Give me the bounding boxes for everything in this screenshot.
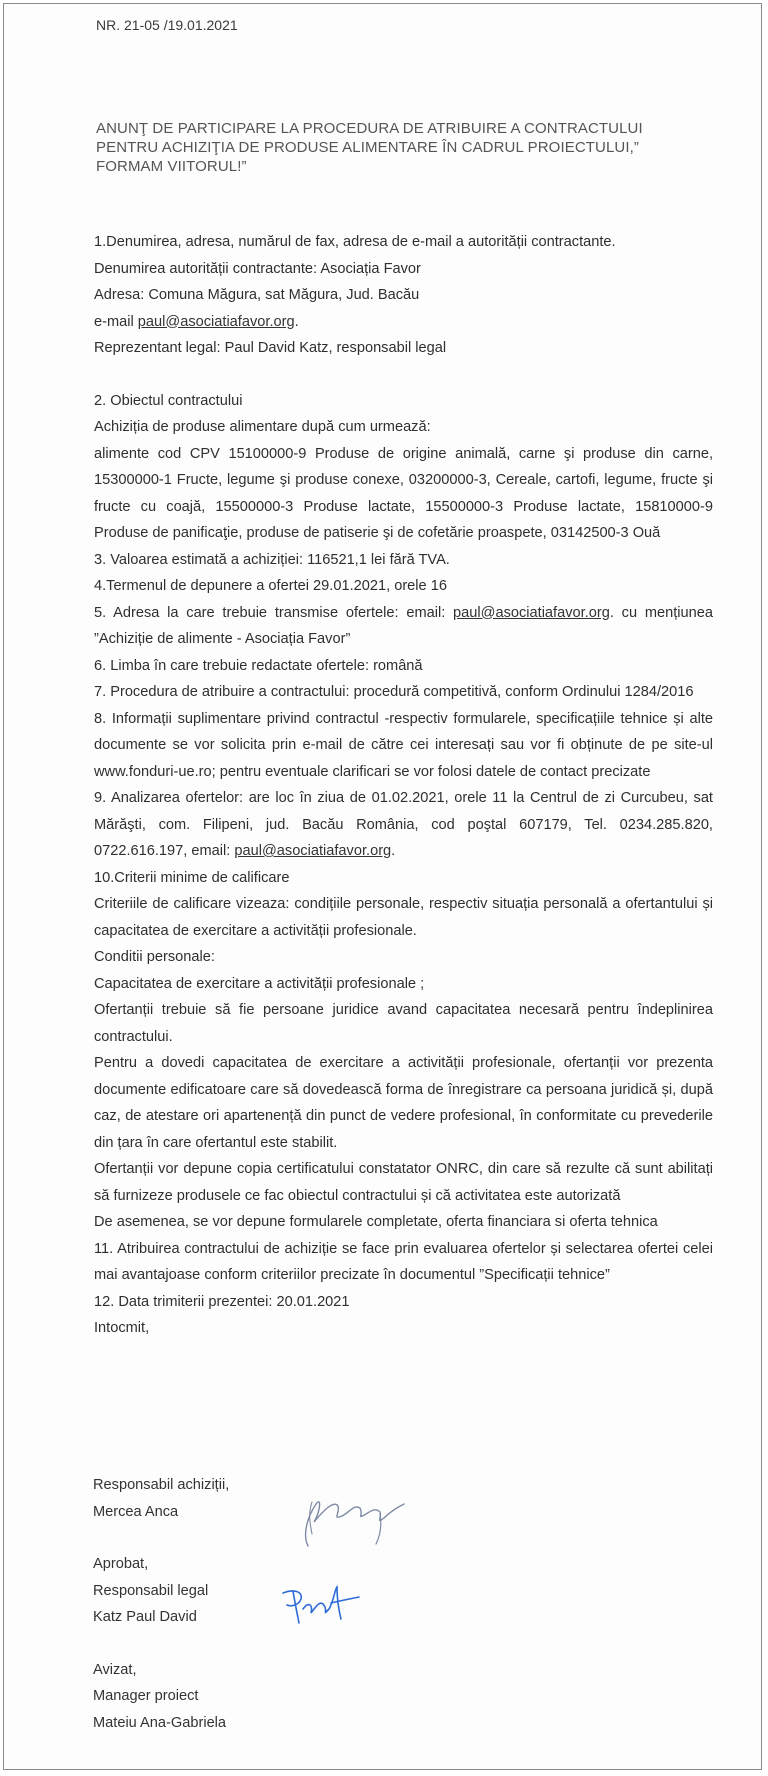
endorsed-label: Avizat, (93, 1661, 137, 1678)
section-5-text: 5. Adresa la care trebuie transmise ofertele: email: (94, 604, 454, 621)
legal-representative: Reprezentant legal: Paul David Katz, responsabil legal (94, 340, 447, 356)
section-4: 4.Termenul de depunere a ofertei 29.01.2021, orele 16 (94, 578, 447, 594)
section-12: 12. Data trimiterii prezentei: 20.01.2021 (94, 1293, 350, 1310)
evaluation-email-link[interactable]: paul@asociatiafavor.org (234, 843, 392, 859)
handwritten-signature-procurement (294, 1474, 414, 1554)
email-label: e-mail (94, 313, 138, 330)
section-9-text-end: . (391, 843, 396, 859)
section-11: 11. Atribuirea contractului de achiziție se face prin evaluarea ofertelor și selectarea ofertei celei mai avantajoase conform criteriilor precizate în documentul ”Specificații tehnice” (94, 1240, 713, 1283)
manager-name: Mateiu Ana-Gabriela (93, 1714, 227, 1731)
manager-role: Manager proiect (93, 1688, 199, 1704)
email-end: . (294, 313, 299, 330)
section-10-documents: Pentru a dovedi capacitatea de exercitare a activității profesionale, ofertanții vor prezenta documente edificatoare care să dovedească forma de înregistrare ca persoana juridică și, după caz, de atestare ori apartenență din punct de vedere profesional, în conformitate cu prevederile din țara în care ofertantul este stabilit. (94, 1055, 713, 1151)
section-10-onrc: Ofertanții vor depune copia certificatului constatator ONRC, din care să rezulte că sunt abilitați să furnizeze produsele ce fac obiectul contractului și că activitatea este autorizată (94, 1161, 713, 1204)
section-1-heading: 1.Denumirea, adresa, numărul de fax, adresa de e-mail a autorității contractante. (94, 234, 616, 250)
section-2-intro: Achiziția de produse alimentare după cum urmează: (94, 419, 431, 435)
signature-block-endorsed (93, 1657, 229, 1737)
section-5 (94, 600, 713, 653)
section-2-heading: 2. Obiectul contractului (94, 392, 243, 409)
approved-label: Aprobat, (93, 1556, 149, 1572)
section-6: 6. Limba în care trebuie redactate ofertele: română (94, 657, 423, 674)
section-10-capacity: Capacitatea de exercitare a activității profesionale ; (94, 975, 425, 992)
section-10-heading: 10.Criterii minime de calificare (94, 869, 290, 886)
authority-name: Denumirea autorității contractante: Asociația Favor (94, 260, 421, 277)
authority-email-line (94, 309, 713, 336)
section-10-forms: De asemenea, se vor depune formularele completate, oferta financiara si oferta tehnica (94, 1214, 658, 1230)
section-10-personal-conditions: Conditii personale: (94, 949, 215, 965)
legal-rep-name: Katz Paul David (93, 1609, 197, 1625)
section-9 (94, 785, 713, 865)
legal-rep-role: Responsabil legal (93, 1582, 209, 1599)
closing-text: Intocmit, (94, 1320, 150, 1336)
handwritten-signature-legal-rep (277, 1579, 377, 1629)
section-7: 7. Procedura de atribuire a contractului: procedură competitivă, conform Ordinului 1284/2016 (94, 684, 694, 700)
signature-block-procurement (93, 1472, 229, 1525)
document-reference-number: NR. 21-05 /19.01.2021 (96, 17, 238, 33)
signature-blocks (93, 1472, 229, 1762)
section-2-items: alimente cod CPV 15100000-9 Produse de origine animală, carne şi produse din carne, 15300000-1 Fructe, legume şi produse conexe, 03200000-3, Cereale, cartofi, legume, fructe şi fructe cu coajă, 15500000-3 Produse lactate, 15500000-3 Produse lactate, 15810000-9 Produse de panificaţie, produse de patiserie şi de cofetărie proaspete, 03142500-3 Ouă (94, 445, 713, 541)
procurement-role: Responsabil achiziții, (93, 1477, 230, 1493)
section-3: 3. Valoarea estimată a achiziției: 116521,1 lei fără TVA. (94, 551, 450, 568)
spacer (94, 362, 713, 388)
document-title: ANUNŢ DE PARTICIPARE LA PROCEDURA DE ATRIBUIRE A CONTRACTULUI PENTRU ACHIZIŢIA DE PRODUSE ALIMENTARE ÎN CADRUL PROIECTULUI,” FORMAM VIITORUL!” (96, 120, 643, 175)
section-8: 8. Informații suplimentare privind contractul -respectiv formularele, specificațiile tehnice și alte documente se vor solicita prin e-mail de către cei interesați sau vor fi obținute de pe site-ul www.fonduri-ue.ro; pentru eventuale clarificari se vor folosi datele de contact precizate (94, 710, 713, 780)
procurement-name: Mercea Anca (93, 1503, 179, 1520)
section-10-legal-entities: Ofertanții trebuie să fie persoane juridice avand capacitatea necesară pentru îndeplinirea contractului. (94, 1002, 713, 1045)
signature-block-approved (93, 1551, 229, 1631)
section-9-text: 9. Analizarea ofertelor: are loc în ziua de 01.02.2021, orele 11 la Centrul de zi Curcubeu, sat Mărăşti, com. Filipeni, jud. Bacău România, cod poştal 607179, Tel. 0234.285.820, 0722.616.197, email: (94, 790, 713, 859)
section-10-criteria: Criteriile de calificare vizeaza: condițiile personale, respectiv situația personală a ofertantului și capacitatea de exercitare a activității profesionale. (94, 896, 713, 939)
submission-email-link[interactable]: paul@asociatiafavor.org (453, 604, 610, 621)
section-5-text-end: . cu mențiunea ”Achiziție de alimente - Asociația Favor” (94, 604, 714, 647)
authority-email-link[interactable]: paul@asociatiafavor.org (137, 313, 295, 330)
authority-address: Adresa: Comuna Măgura, sat Măgura, Jud. Bacău (94, 287, 420, 303)
document-body (94, 229, 713, 1342)
document-page (3, 3, 762, 1770)
